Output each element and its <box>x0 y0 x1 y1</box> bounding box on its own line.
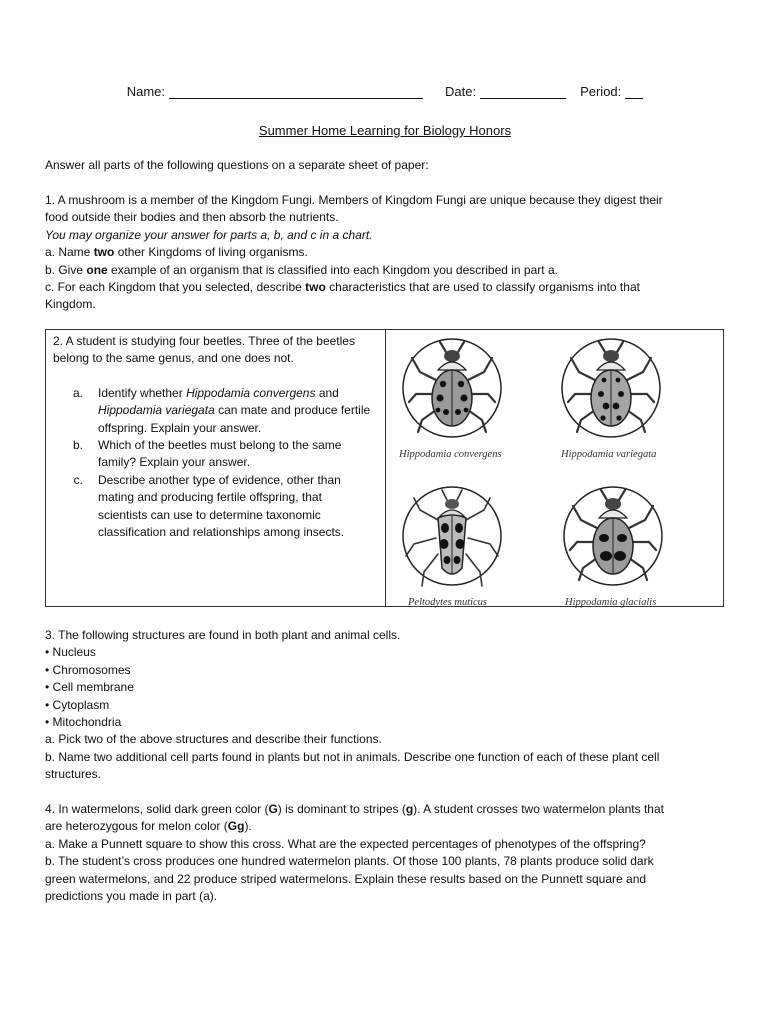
date-field[interactable] <box>445 84 580 99</box>
q3-bullet: • Nucleus <box>45 645 96 660</box>
q3-part-a: a. Pick two of the above structures and describe their functions. <box>45 732 382 747</box>
q1-b-text-end: example of an organism that is classified into each Kingdom you described in part a. <box>107 262 558 277</box>
date-label: Date: <box>445 84 477 99</box>
date-blank[interactable] <box>480 84 566 99</box>
q1-line-1: 1. A mushroom is a member of the Kingdom Fungi. Members of Kingdom Fungi are unique because they digest their <box>45 193 663 207</box>
q4-l1-text: 4. In watermelons, solid dark green color ( <box>45 802 269 816</box>
instructions-text: Answer all parts of the following questions on a separate sheet of paper: <box>45 158 429 172</box>
q2-a-letter: a. <box>72 385 83 400</box>
beetle-caption: Hippodamia glacialis <box>565 597 657 608</box>
question-2-text <box>53 333 378 541</box>
q1-a-text-end: other Kingdoms of living organisms. <box>114 245 308 260</box>
q3-bullet: • Cell membrane <box>45 680 134 695</box>
q2-parts-list <box>53 385 378 542</box>
q2-a-text <box>98 385 378 437</box>
q2-intro-1: 2. A student is studying four beetles. Three of the beetles <box>53 334 355 348</box>
q1-part-c <box>45 279 725 296</box>
name-blank[interactable] <box>169 84 423 99</box>
q1-c-text-end: characteristics that are used to classify organisms into that <box>325 280 640 295</box>
q3-bullet: • Mitochondria <box>45 715 122 730</box>
q1-part-b <box>45 262 725 279</box>
q1-part-c-line-2: Kingdom. <box>45 297 96 312</box>
q2-a-mid: and <box>315 385 339 400</box>
beetle-caption: Peltodytes muticus <box>408 597 488 608</box>
q3-bullet: • Chromosomes <box>45 662 131 677</box>
q4-l1-end: ). A student crosses two watermelon plants that <box>413 802 664 816</box>
q3-line-1: 3. The following structures are found in both plant and animal cells. <box>45 628 401 642</box>
q2-part-c <box>53 472 378 542</box>
q2-a-pre: Identify whether <box>98 385 187 400</box>
q1-chart-note: You may organize your answer for parts a, b, and c in a chart. <box>45 227 373 242</box>
q1-a-bold: two <box>93 245 115 260</box>
worksheet-title: Summer Home Learning for Biology Honors <box>258 123 512 138</box>
q4-line-2 <box>45 818 725 835</box>
q4-l1-mid: ) is dominant to stripes ( <box>277 802 406 816</box>
question-1 <box>45 192 725 314</box>
beetle-caption: Hippodamia variegata <box>561 449 657 460</box>
q4-l2-text: are heterozygous for melon color ( <box>45 819 228 834</box>
q1-b-bold: one <box>86 262 108 277</box>
q2-part-b <box>53 437 378 472</box>
q2-a-post: can mate and produce fertile offspring. Explain your answer. <box>98 403 371 435</box>
q4-part-b: b. The student’s cross produces one hundred watermelon plants. Of those 100 plants, 78 plants produce solid dark <box>45 854 654 869</box>
student-info-line <box>0 84 770 99</box>
q3-part-b-line-2: structures. <box>45 767 102 782</box>
q1-b-text: b. Give <box>45 262 87 277</box>
q1-a-text: a. Name <box>45 245 94 260</box>
q4-allele-dominant: G <box>268 802 278 816</box>
q2-c-text: Describe another type of evidence, other than mating and producing fertile offspring, that scientists can use to determine taxonomic classification and relationships among insects. <box>98 472 345 540</box>
period-blank[interactable] <box>625 84 643 99</box>
ladybird-beetle-icon <box>561 482 665 590</box>
instructions <box>45 157 725 174</box>
question-3 <box>45 627 725 784</box>
q1-c-text: c. For each Kingdom that you selected, describe <box>45 280 306 295</box>
period-label: Period: <box>580 84 622 99</box>
q4-genotype: Gg <box>227 819 245 834</box>
q2-intro-2: belong to the same genus, and one does not. <box>53 351 294 366</box>
q3-bullet: • Cytoplasm <box>45 697 110 712</box>
q2-a-species-1: Hippodamia convergens <box>186 385 316 400</box>
period-field[interactable] <box>580 84 643 99</box>
beetle-figure <box>386 330 723 606</box>
q1-c-bold: two <box>305 280 326 295</box>
q4-part-b-line-2: green watermelons, and 22 produce striped watermelons. Explain these results based on the Punnett square and <box>45 871 647 886</box>
water-beetle-icon <box>400 482 504 590</box>
q4-allele-recessive: g <box>405 802 414 816</box>
q1-line-2: food outside their bodies and then absorb the nutrients. <box>45 210 339 225</box>
name-field[interactable] <box>127 84 445 99</box>
q4-l2-end: ). <box>244 819 252 834</box>
q4-part-b-line-3: predictions you made in part (a). <box>45 889 218 904</box>
beetle-caption: Hippodamia convergens <box>399 449 502 460</box>
ladybird-beetle-icon <box>559 336 663 444</box>
q2-a-species-2: Hippodamia variegata <box>98 403 215 418</box>
ladybird-beetle-icon <box>400 336 504 444</box>
q2-b-text: Which of the beetles must belong to the same family? Explain your answer. <box>98 438 342 470</box>
q2-part-a <box>53 385 378 437</box>
name-label: Name: <box>126 84 165 99</box>
q4-part-a: a. Make a Punnett square to show this cross. What are the expected percentages of phenotypes of the offspring? <box>45 836 646 851</box>
q3-part-b: b. Name two additional cell parts found in plants but not in animals. Describe one function of each of these plant cell <box>45 749 660 764</box>
question-4 <box>45 801 725 905</box>
q2-b-letter: b. <box>72 438 83 453</box>
q1-part-a <box>45 244 725 261</box>
question-2-box <box>45 329 724 607</box>
q4-line-1 <box>45 801 725 818</box>
q2-c-letter: c. <box>73 472 83 487</box>
